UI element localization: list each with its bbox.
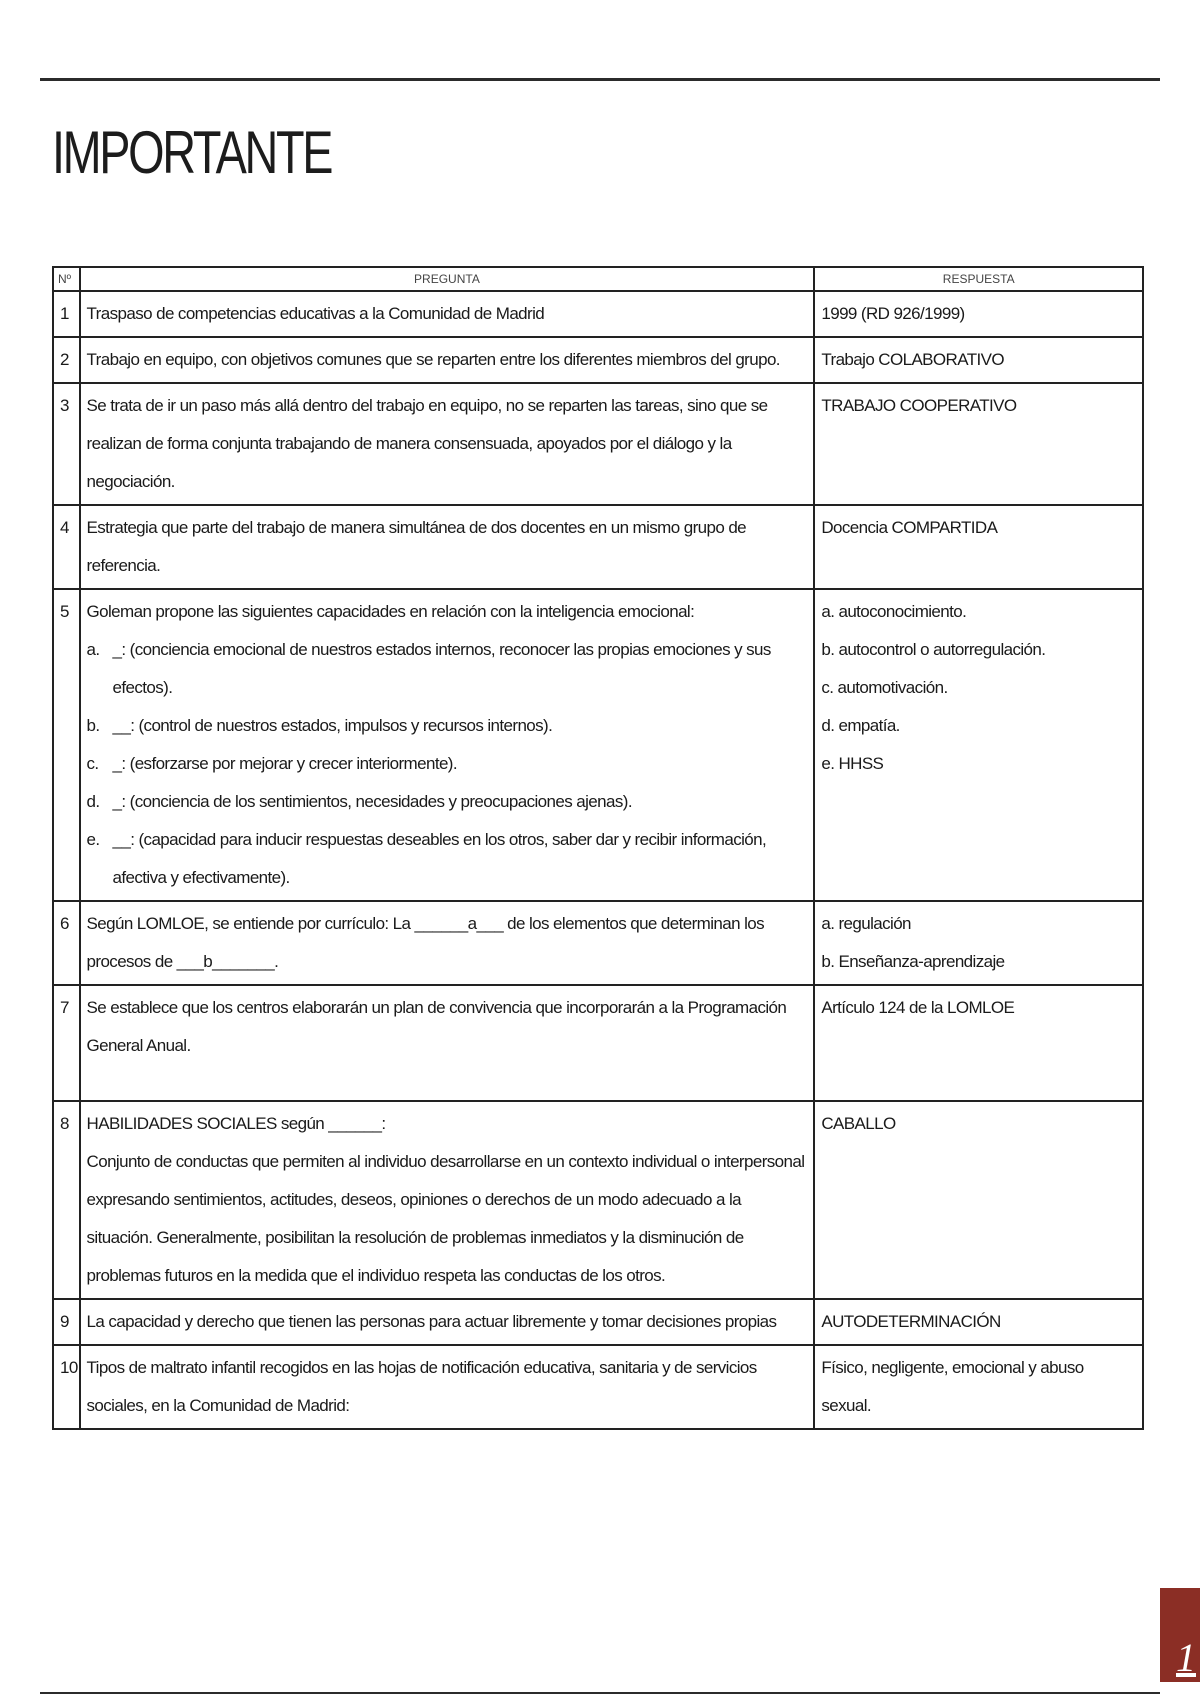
page-number-badge bbox=[1160, 1588, 1200, 1682]
row-number: 10 bbox=[53, 1345, 80, 1429]
answer-cell: 1999 (RD 926/1999) bbox=[814, 291, 1143, 337]
option-item bbox=[87, 783, 808, 821]
bottom-rule bbox=[40, 1692, 1160, 1694]
answer-line: c. automotivación. bbox=[821, 678, 948, 697]
header-num: Nº bbox=[53, 267, 80, 291]
table-header-row bbox=[53, 267, 1143, 291]
answer-cell: CABALLO bbox=[814, 1101, 1143, 1299]
row-number: 7 bbox=[53, 985, 80, 1101]
table-row bbox=[53, 985, 1143, 1101]
option-item bbox=[87, 745, 808, 783]
answer-cell: Trabajo COLABORATIVO bbox=[814, 337, 1143, 383]
question-cell: Traspaso de competencias educativas a la Comunidad de Madrid bbox=[80, 291, 815, 337]
table-row bbox=[53, 1101, 1143, 1299]
table-row bbox=[53, 901, 1143, 985]
page-number: 1 bbox=[1176, 1635, 1196, 1680]
option-letter: c. bbox=[86, 754, 99, 773]
question-cell: Se establece que los centros elaborarán un plan de convivencia que incorporarán a la Programación General Anual. bbox=[80, 985, 815, 1101]
answer-line: b. autocontrol o autorregulación. bbox=[821, 640, 1046, 659]
answer-line: e. HHSS bbox=[821, 754, 884, 773]
row-number: 3 bbox=[53, 383, 80, 505]
option-letter: e. bbox=[86, 830, 100, 849]
question-cell: Según LOMLOE, se entiende por currículo: La ______a___ de los elementos que determinan los procesos de ___b_______. bbox=[80, 901, 815, 985]
header-question: PREGUNTA bbox=[80, 267, 815, 291]
option-text: _: (conciencia emocional de nuestros estados internos, reconocer las propias emociones y sus efectos). bbox=[112, 640, 771, 697]
page-title: IMPORTANTE bbox=[52, 119, 332, 186]
option-letter: b. bbox=[86, 716, 100, 735]
option-letter: a. bbox=[86, 640, 100, 659]
row-number: 8 bbox=[53, 1101, 80, 1299]
option-letter: d. bbox=[86, 792, 100, 811]
question-cell: Estrategia que parte del trabajo de manera simultánea de dos docentes en un mismo grupo de referencia. bbox=[80, 505, 815, 589]
top-rule bbox=[40, 78, 1160, 81]
answer-line: a. autoconocimiento. bbox=[821, 602, 967, 621]
answer-cell: Artículo 124 de la LOMLOE bbox=[814, 985, 1143, 1101]
answer-cell: TRABAJO COOPERATIVO bbox=[814, 383, 1143, 505]
table-row bbox=[53, 337, 1143, 383]
row-number: 2 bbox=[53, 337, 80, 383]
row-number: 4 bbox=[53, 505, 80, 589]
question-cell: Tipos de maltrato infantil recogidos en las hojas de notificación educativa, sanitaria y de servicios sociales, en la Comunidad de Madrid: bbox=[80, 1345, 815, 1429]
table-row bbox=[53, 589, 1143, 901]
question-cell bbox=[80, 1101, 815, 1299]
answer-cell: Físico, negligente, emocional y abuso sexual. bbox=[814, 1345, 1143, 1429]
answer-cell bbox=[814, 589, 1143, 901]
question-cell: Se trata de ir un paso más allá dentro del trabajo en equipo, no se reparten las tareas, sino que se realizan de forma conjunta trabajando de manera consensuada, apoyados por el diálogo y la negociación. bbox=[80, 383, 815, 505]
table-row bbox=[53, 505, 1143, 589]
answer-line: a. regulación bbox=[821, 914, 911, 933]
table-row bbox=[53, 1345, 1143, 1429]
answer-cell: AUTODETERMINACIÓN bbox=[814, 1299, 1143, 1345]
question-cell: La capacidad y derecho que tienen las personas para actuar libremente y tomar decisiones propias bbox=[80, 1299, 815, 1345]
answer-line: d. empatía. bbox=[821, 716, 900, 735]
question-intro: Goleman propone las siguientes capacidades en relación con la inteligencia emocional: bbox=[86, 602, 695, 621]
option-text: _: (conciencia de los sentimientos, necesidades y preocupaciones ajenas). bbox=[112, 792, 632, 811]
question-body: Conjunto de conductas que permiten al individuo desarrollarse en un contexto individual o interpersonal expresando sentimientos, actitudes, deseos, opiniones o derechos de un modo adecuado a la situación. Generalmente, posibilitan la resolución de problemas inmediatos y la disminución de problemas futuros en la medida que el individuo respeta las conductas de los otros. bbox=[86, 1152, 805, 1285]
option-text: __: (control de nuestros estados, impulsos y recursos internos). bbox=[112, 716, 553, 735]
header-answer: RESPUESTA bbox=[814, 267, 1143, 291]
option-item bbox=[87, 821, 808, 897]
option-item bbox=[87, 631, 808, 707]
table-row bbox=[53, 1299, 1143, 1345]
question-cell: Trabajo en equipo, con objetivos comunes que se reparten entre los diferentes miembros del grupo. bbox=[80, 337, 815, 383]
row-number: 5 bbox=[53, 589, 80, 901]
answer-line: b. Enseñanza-aprendizaje bbox=[821, 952, 1005, 971]
option-text: _: (esforzarse por mejorar y crecer interiormente). bbox=[112, 754, 457, 773]
answer-cell bbox=[814, 901, 1143, 985]
row-number: 9 bbox=[53, 1299, 80, 1345]
option-text: __: (capacidad para inducir respuestas deseables en los otros, saber dar y recibir información, afectiva y efectivamente). bbox=[112, 830, 767, 887]
row-number: 6 bbox=[53, 901, 80, 985]
row-number: 1 bbox=[53, 291, 80, 337]
option-item bbox=[87, 707, 808, 745]
table-row bbox=[53, 383, 1143, 505]
qa-table bbox=[52, 266, 1144, 1430]
answer-cell: Docencia COMPARTIDA bbox=[814, 505, 1143, 589]
table-row bbox=[53, 291, 1143, 337]
question-cell bbox=[80, 589, 815, 901]
question-title: HABILIDADES SOCIALES según ______: bbox=[86, 1114, 386, 1133]
